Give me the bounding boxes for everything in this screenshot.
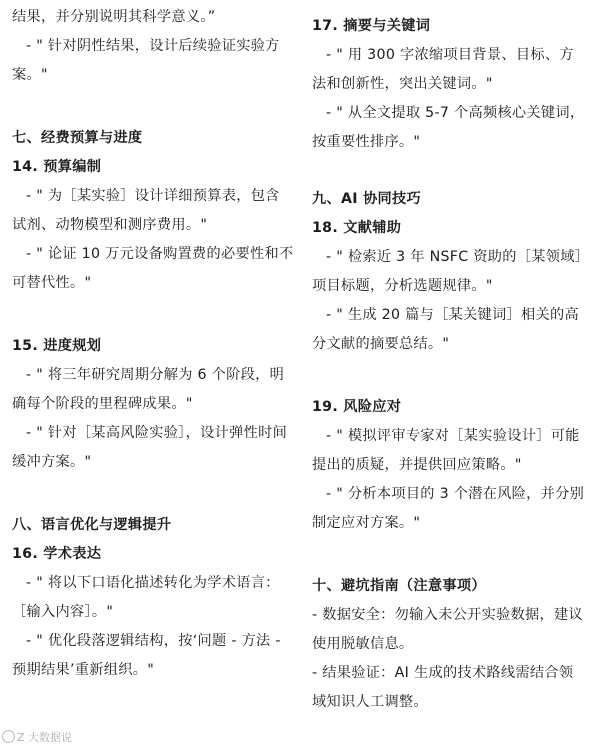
section-heading-8: 八、语言优化与逻辑提升 xyxy=(12,517,172,533)
section-heading-10: 十、避坑指南（注意事项） xyxy=(312,578,486,594)
prompt-item: - " 从全文提取 5-7 个高频核心关键词，按重要性排序。" xyxy=(312,105,585,150)
right-column xyxy=(312,0,587,717)
watermark xyxy=(2,730,72,745)
section-heading-7: 七、经费预算与进度 xyxy=(12,130,143,146)
prompt-item: - " 论证 10 万元设备购置费的必要性和不可替代性。" xyxy=(12,246,294,291)
prompt-item: - " 分析本项目的 3 个潜在风险，并分别制定应对方案。" xyxy=(312,486,585,531)
prompt-item: - " 针对［某高风险实验］，设计弹性时间缓冲方案。" xyxy=(12,425,288,470)
prompt-item: - " 针对阴性结果，设计后续验证实验方案。" xyxy=(12,38,280,83)
watermark-text: Z 大数据说 xyxy=(17,731,73,744)
note-item: - 数据安全：勿输入未公开实验数据，建议使用脱敏信息。 xyxy=(312,607,584,652)
subheading-14: 14. 预算编制 xyxy=(12,159,102,175)
subheading-15: 15. 进度规划 xyxy=(12,338,102,354)
subheading-19: 19. 风险应对 xyxy=(312,399,402,415)
prompt-item: - " 模拟评审专家对［某实验设计］可能提出的质疑，并提供回应策略。" xyxy=(312,428,580,473)
prompt-item: - " 将以下口语化描述转化为学术语言：［输入内容］。" xyxy=(12,575,280,620)
continued-text: 结果，并分别说明其科学意义。” xyxy=(12,9,216,25)
prompt-item: - " 为［某实验］设计详细预算表，包含试剂、动物模型和测序费用。" xyxy=(12,188,280,233)
logo-icon xyxy=(2,730,15,743)
prompt-item: - " 将三年研究周期分解为 6 个阶段，明确每个阶段的里程碑成果。" xyxy=(12,367,285,412)
prompt-item: - " 检索近 3 年 NSFC 资助的［某领域］项目标题，分析选题规律。" xyxy=(312,249,583,294)
prompt-item: - " 优化段落逻辑结构，按‘问题 - 方法 - 预期结果’重新组织。" xyxy=(12,633,281,678)
subheading-17: 17. 摘要与关键词 xyxy=(312,18,431,34)
left-column xyxy=(12,0,294,685)
prompt-item: - " 生成 20 篇与［某关键词］相关的高分文献的摘要总结。" xyxy=(312,307,579,352)
subheading-16: 16. 学术表达 xyxy=(12,546,102,562)
section-heading-9: 九、AI 协同技巧 xyxy=(312,191,422,207)
subheading-18: 18. 文献辅助 xyxy=(312,220,402,236)
prompt-item: - " 用 300 字浓缩项目背景、目标、方法和创新性，突出关键词。" xyxy=(312,47,574,92)
note-item: - 结果验证：AI 生成的技术路线需结合领域知识人工调整。 xyxy=(312,665,574,710)
